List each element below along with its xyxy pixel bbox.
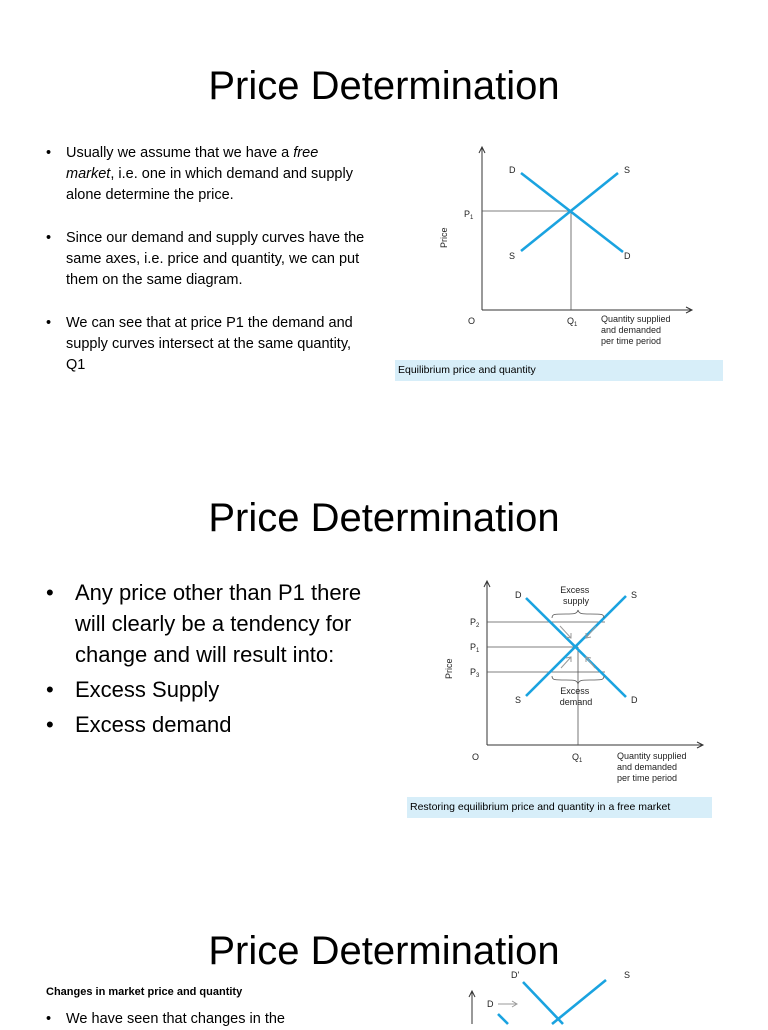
p1-label: $P_1$ [470, 642, 480, 654]
slide-1-bullet-2: • Since our demand and supply curves have the same axes, i.e. price and quantity, we can put them on the same diagram. [46, 228, 366, 291]
slide-2-bullet-list [46, 577, 366, 744]
y-axis-label: Price [444, 658, 454, 679]
supply-label-top: S [624, 970, 631, 980]
slide-3-bullet-1: • We have seen that changes in the [46, 1009, 366, 1030]
slide-3-title: Price Determination [208, 928, 560, 973]
demand-curve [498, 1014, 508, 1024]
figure-2-caption: Restoring equilibrium price and quantity in a free market [407, 797, 712, 818]
slide-2-bullet-1: • Any price other than P1 there will clearly be a tendency for change and will result into: [46, 577, 366, 670]
excess-supply-brace [552, 610, 604, 618]
excess-demand-label: Excess demand [559, 686, 593, 707]
slide-1-title: Price Determination [208, 63, 560, 108]
supply-label-top: S [624, 165, 631, 175]
slide-1-bullet-3: • We can see that at price P1 the demand and supply curves intersect at the same quantity, Q1 [46, 313, 366, 376]
slide-2-bullet-3: • Excess demand [46, 709, 366, 740]
slide-3-bullet-list [46, 1009, 366, 1030]
restoring-equilibrium-diagram [420, 578, 720, 793]
demand-label-top: D [515, 590, 522, 600]
figure-1-caption: Equilibrium price and quantity [395, 360, 723, 381]
supply-curve [552, 980, 606, 1024]
supply-label-bottom: S [515, 695, 522, 705]
p3-label: $P_3$ [470, 667, 480, 679]
y-axis-label: Price [439, 227, 449, 248]
demand-prime-label: D' [511, 970, 520, 980]
slide-3-subheading: Changes in market price and quantity [46, 986, 243, 998]
p2-label: $P_2$ [470, 617, 480, 629]
supply-label-top: S [631, 590, 638, 600]
demand-curve-shifted [523, 982, 563, 1024]
x-axis-label: Quantity supplied and demanded per time period [617, 751, 687, 783]
slide-1-bullet-list [46, 143, 366, 398]
demand-label: D [487, 999, 494, 1009]
slide-2-bullet-2: • Excess Supply [46, 674, 366, 705]
x-axis-label: Quantity supplied and demanded per time period [601, 314, 671, 346]
origin-label: O [468, 316, 476, 326]
excess-supply-label: Excess supply [560, 585, 590, 606]
slide-1-bullet-1: • Usually we assume that we have a free market, i.e. one in which demand and supply alone determine the price. [46, 143, 366, 206]
equilibrium-diagram [420, 140, 720, 355]
demand-shift-diagram [460, 962, 660, 1024]
q1-label: $Q_1$ [572, 752, 583, 764]
slide-2-title: Price Determination [208, 495, 560, 540]
demand-label-bottom: D [624, 251, 631, 261]
origin-label: O [472, 752, 480, 762]
demand-label-bottom: D [631, 695, 638, 705]
q1-label: $Q_1$ [567, 316, 578, 328]
supply-label-bottom: S [509, 251, 516, 261]
demand-label-top: D [509, 165, 516, 175]
p1-label: $P_1$ [464, 209, 474, 221]
